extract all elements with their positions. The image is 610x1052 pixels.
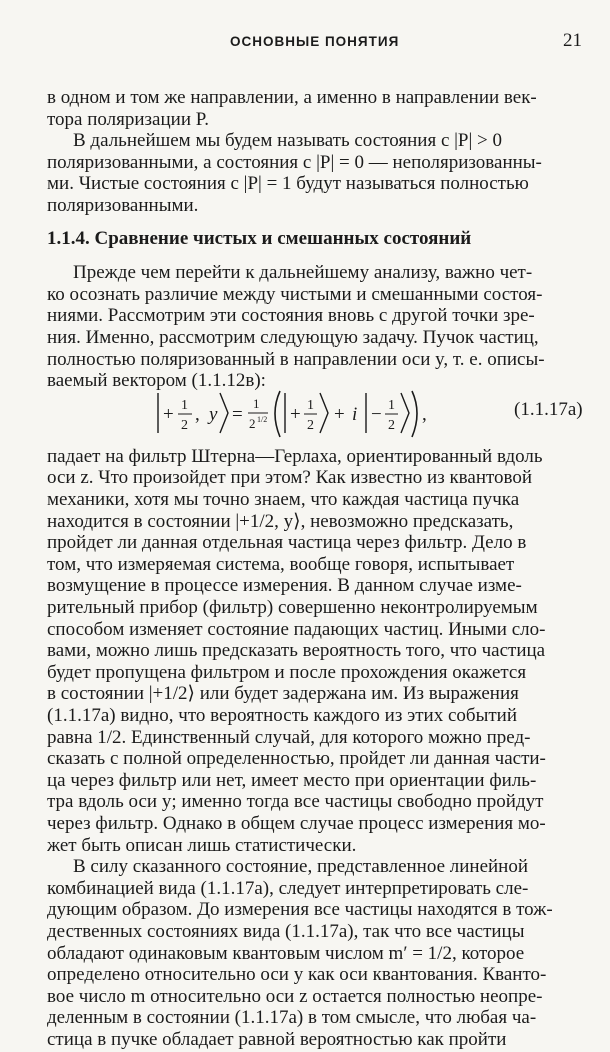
text-line: (1.1.17а) видно, что вероятность каждого из этих событий [47, 705, 517, 726]
text-line: в состоянии |+1/2⟩ или будет задержана им. Из выражения [47, 683, 519, 705]
svg-text:+: + [334, 403, 345, 425]
text-line: ваемый вектором (1.1.12в): [47, 370, 266, 392]
text-line: ца через фильтр или нет, имеет место при ориентации филь- [47, 769, 537, 791]
text-line: определено относительно оси y как оси квантования. Кванто- [47, 964, 547, 986]
text-line: рительный прибор (фильтр) совершенно неконтролируемым [47, 597, 538, 618]
text-line: поляризованными. [47, 195, 199, 216]
svg-text:,: , [422, 403, 427, 425]
lhs-den: 2 [181, 417, 188, 433]
text-line: В силу сказанного состояние, представленное линейной [73, 856, 529, 878]
text-line: сказать с полной определенностью, пройдет ли данная части- [47, 748, 546, 770]
section-heading: 1.1.4. Сравнение чистых и смешанных состояний [47, 227, 472, 249]
text-line: вое число m относительно оси z остается полностью неопре- [47, 985, 543, 1007]
svg-text:=: = [232, 403, 243, 425]
lhs-sign: + [163, 403, 174, 425]
text-line: комбинацией вида (1.1.17а), следует интерпретировать сле- [47, 877, 529, 899]
text-line: ко осознать различие между чистыми и смешанными состоя- [47, 283, 543, 305]
text-line: возмущение в процессе измерения. В данном случае изме- [47, 575, 522, 597]
coef-exp: 1/2 [257, 414, 268, 424]
text-line: механики, хотя мы точно знаем, что каждая частица пучка [47, 489, 520, 510]
text-line: деленным в состоянии (1.1.17а) в том смысле, что любая ча- [47, 1007, 537, 1029]
svg-text:,: , [195, 403, 200, 425]
text-line: способом изменяет состояние падающих частиц. Иными сло- [47, 618, 546, 640]
coef-den: 2 [249, 415, 256, 431]
text-line: полностью поляризованный в направлении оси y, т. е. описы- [47, 348, 545, 370]
text-line: равна 1/2. Единственный случай, для которого можно пред- [47, 726, 531, 748]
svg-text:2: 2 [307, 417, 314, 433]
text-line: стица в пучке обладает равной вероятностью как пройти [47, 1029, 507, 1050]
page-header [0, 30, 610, 60]
svg-text:1: 1 [307, 397, 314, 413]
text-line: тра вдоль оси y; именно тогда все частицы свободно пройдут [47, 791, 544, 813]
text-line: пройдет ли данная отдельная частица через фильтр. Дело в [47, 532, 527, 554]
text-line: в одном и том же направлении, а именно в направлении век- [47, 87, 537, 108]
text-line: через фильтр. Однако в общем случае процесс измерения мо- [47, 813, 546, 834]
text-line: оси z. Что произойдет при этом? Как известно из квантовой [47, 467, 533, 489]
text-line: будет пропущена фильтром и после прохождения окажется [47, 661, 527, 683]
text-line: ниями. Рассмотрим эти состояния вновь с другой точки зре- [47, 305, 535, 327]
text-line: Прежде чем перейти к дальнейшему анализу, важно чет- [73, 262, 533, 284]
text-line: ния. Именно, рассмотрим следующую задачу. Пучок частиц, [47, 327, 539, 348]
equation-svg [154, 387, 554, 443]
text-line: жет быть описан лишь статистически. [47, 834, 357, 856]
display-equation [47, 387, 583, 443]
text-line: дующим образом. До измерения все частицы находятся в тож- [47, 899, 553, 921]
coef-num: 1 [253, 395, 260, 411]
text-line: В дальнейшем мы будем называть состояния с |P| > 0 [73, 130, 503, 152]
running-title: ОСНОВНЫЕ ПОНЯТИЯ [230, 34, 400, 49]
lhs-num: 1 [181, 397, 188, 413]
svg-text:−: − [371, 403, 382, 425]
text-line: поляризованными, а состояния с |P| = 0 — неполяризованны- [47, 151, 542, 173]
text-line: находится в состоянии |+1/2, y⟩, невозможно предсказать, [47, 510, 514, 532]
svg-text:+: + [290, 403, 301, 425]
text-line: обладают одинаковым квантовым числом m′ = 1/2, которое [47, 942, 525, 964]
text-line: тора поляризации P. [47, 108, 209, 130]
equation-label: (1.1.17а) [514, 398, 583, 420]
text-line: вами, можно лишь предсказать вероятность того, что частица [47, 640, 546, 662]
svg-text:1: 1 [388, 397, 395, 413]
page-number: 21 [563, 30, 582, 51]
text-line: ми. Чистые состояния с |P| = 1 будут называться полностью [47, 173, 529, 195]
lhs-var: y [209, 403, 218, 425]
text-line: дественных состояниях вида (1.1.17а), так что все частицы [47, 921, 525, 942]
svg-text:2: 2 [388, 417, 395, 433]
text-line: том, что измеряемая система, вообще говоря, испытывает [47, 553, 515, 575]
text-line: падает на фильтр Штерна—Герлаха, ориентированный вдоль [47, 445, 543, 467]
imag-unit: i [352, 403, 358, 425]
